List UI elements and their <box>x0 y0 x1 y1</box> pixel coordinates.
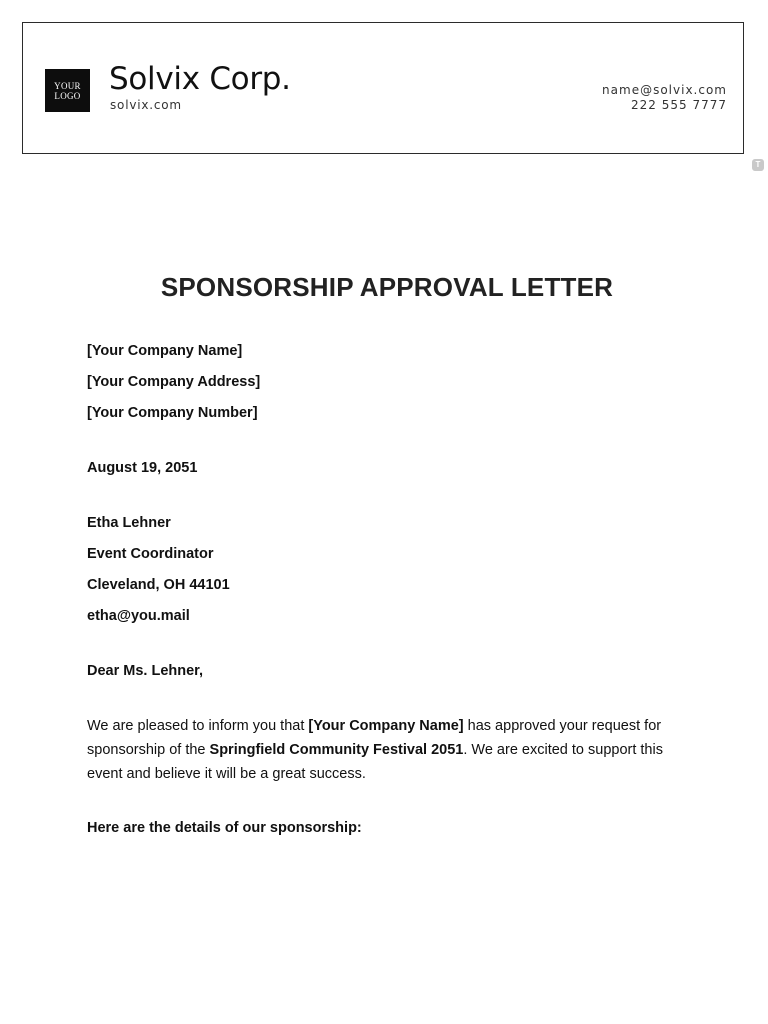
contact-email: name@solvix.com <box>602 83 727 97</box>
letter-title: SPONSORSHIP APPROVAL LETTER <box>160 272 614 302</box>
company-name: Solvix Corp. <box>109 61 291 97</box>
body-paragraph <box>87 714 697 786</box>
body-text-part1: We are pleased to inform you that <box>87 718 309 734</box>
logo-text-line2: LOGO <box>54 90 81 101</box>
details-heading: Here are the details of our sponsorship: <box>87 820 362 836</box>
body-text-part2: has approved your request for sponsorship of the <box>87 718 662 758</box>
company-website: solvix.com <box>110 98 182 112</box>
recipient-email: etha@you.mail <box>87 608 190 624</box>
body-company-name: [Your Company Name] <box>308 718 464 734</box>
salutation: Dear Ms. Lehner, <box>87 663 204 679</box>
contact-info <box>602 83 727 113</box>
recipient-title: Event Coordinator <box>87 546 214 562</box>
sender-company-address: [Your Company Address] <box>87 374 261 390</box>
recipient-city: Cleveland, OH 44101 <box>87 577 230 593</box>
body-event-name: Springfield Community Festival 2051 <box>209 742 464 758</box>
contact-phone: 222 555 7777 <box>631 98 727 112</box>
sender-company-number: [Your Company Number] <box>87 405 258 421</box>
recipient-name: Etha Lehner <box>87 515 171 531</box>
text-tool-icon[interactable]: T <box>752 159 764 171</box>
logo-text-line1: YOUR <box>54 80 81 91</box>
company-logo <box>45 69 90 112</box>
sender-company-name: [Your Company Name] <box>87 343 243 359</box>
body-text-part3: . We are excited to support this event and believe it will be a great success. <box>87 742 663 782</box>
letterhead <box>22 22 744 154</box>
letter-date: August 19, 2051 <box>87 460 198 476</box>
